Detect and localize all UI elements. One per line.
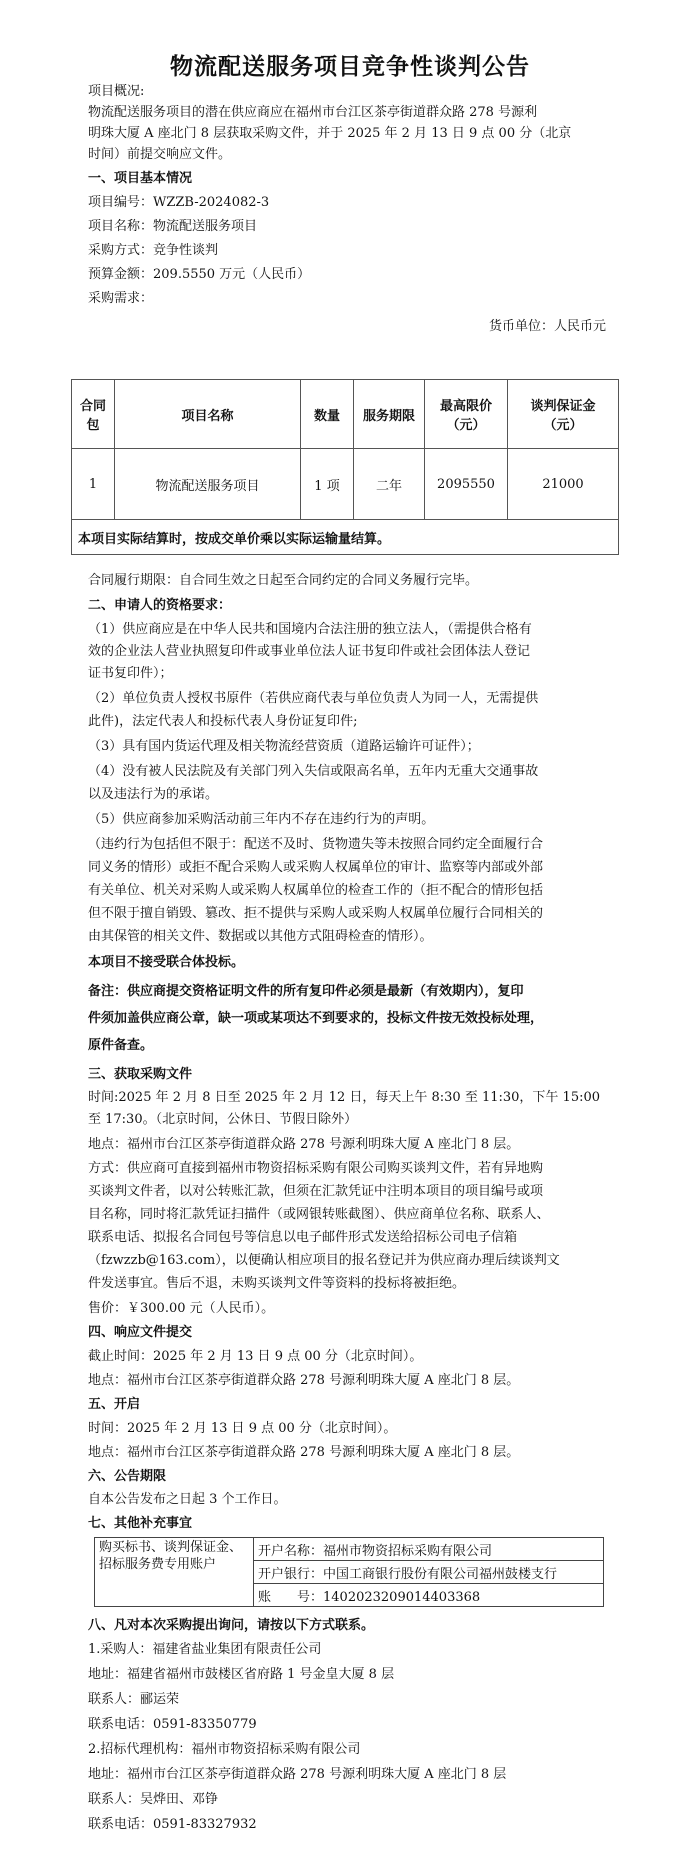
obtain-line: 买谈判文件者，以对公转账汇款，但须在汇款凭证中注明本项目的项目编号或项 bbox=[88, 1184, 544, 1199]
requirement-line: （1）供应商应是在中华人民共和国境内合法注册的独立法人，（需提供合格有 bbox=[88, 622, 532, 637]
table-header-cell: 数量 bbox=[301, 380, 354, 449]
header-deposit-line2: （元） bbox=[543, 418, 583, 433]
obtain-line: 时间:2025 年 2 月 8 日至 2025 年 2 月 12 日，每天上午 8:30 至 11:30，下午 15:00 bbox=[88, 1090, 601, 1105]
table-header-cell: 服务期限 bbox=[354, 380, 425, 449]
obtain-line: 目名称，同时将汇款凭证扫描件（或网银转账截图）、供应商单位名称、联系人、 bbox=[88, 1207, 550, 1222]
section6-heading: 六、公告期限 bbox=[88, 1469, 167, 1484]
requirement-line: 以及违法行为的承诺。 bbox=[88, 787, 219, 802]
account-row bbox=[95, 1538, 604, 1561]
budget-amount: 预算金额：209.5550 万元（人民币） bbox=[88, 267, 311, 282]
no-joint-bid: 本项目不接受联合体投标。 bbox=[88, 955, 245, 970]
obtain-line: 至 17:30。（北京时间，公休日、节假日除外） bbox=[88, 1112, 358, 1127]
table-note-row bbox=[72, 520, 619, 555]
requirement-line: 证书复印件）； bbox=[88, 666, 173, 681]
contact-line: 联系电话：0591-83350779 bbox=[88, 1717, 257, 1732]
account-table bbox=[94, 1537, 604, 1607]
table-cell: 物流配送服务项目 bbox=[115, 449, 301, 520]
contact-line: 联系电话：0591-83327932 bbox=[88, 1817, 257, 1832]
period-line: 自本公告发布之日起 3 个工作日。 bbox=[88, 1492, 287, 1507]
lot-table bbox=[71, 379, 619, 555]
obtain-line: 联系电话、拟报名合同包号等信息以电子邮件形式发送给招标公司电子信箱 bbox=[88, 1230, 518, 1245]
contact-line: 1.采购人：福建省盐业集团有限责任公司 bbox=[88, 1642, 322, 1657]
section1-heading: 一、项目基本情况 bbox=[88, 171, 193, 186]
table-cell: 1 bbox=[72, 449, 115, 520]
obtain-line: （fzwzzb@163.com），以便确认相应项目的报名登记并为供应商办理后续谈判文 bbox=[88, 1253, 560, 1268]
remark-line: 件须加盖供应商公章，缺一项或某项达不到要求的，投标文件按无效投标处理， bbox=[88, 1011, 544, 1026]
table-header-cell: 项目名称 bbox=[115, 380, 301, 449]
project-name: 项目名称：物流配送服务项目 bbox=[88, 219, 258, 234]
procurement-demand: 采购需求： bbox=[88, 291, 154, 306]
obtain-line: 地点：福州市台江区茶亭街道群众路 278 号源利明珠大厦 A 座北门 8 层。 bbox=[88, 1137, 520, 1152]
requirement-line: 此件)，法定代表人和投标代表人身份证复印件; bbox=[88, 714, 358, 729]
table-cell: 二年 bbox=[354, 449, 425, 520]
open-line: 时间：2025 年 2 月 13 日 9 点 00 分（北京时间）。 bbox=[88, 1421, 397, 1436]
procurement-method: 采购方式：竞争性谈判 bbox=[88, 243, 219, 258]
requirement-line: （2）单位负责人授权书原件（若供应商代表与单位负责人为同一人，无需提供 bbox=[88, 691, 539, 706]
header-max-price-line2: （元） bbox=[446, 418, 486, 433]
header-max-price-line1: 最高限价 bbox=[439, 399, 492, 414]
requirement-line: （5）供应商参加采购活动前三年内不存在违约行为的声明。 bbox=[88, 812, 435, 827]
account-name: 开户名称：福州市物资招标采购有限公司 bbox=[254, 1538, 604, 1561]
section4-heading: 四、响应文件提交 bbox=[88, 1325, 193, 1340]
account-label: 购买标书、谈判保证金、招标服务费专用账户 bbox=[95, 1538, 254, 1607]
account-bank: 开户银行：中国工商银行股份有限公司福州鼓楼支行 bbox=[254, 1561, 604, 1584]
account-number: 账 号：1402023209014403368 bbox=[254, 1584, 604, 1607]
requirement-line: （违约行为包括但不限于：配送不及时、货物遗失等未按照合同约定全面履行合 bbox=[88, 837, 544, 852]
submit-line: 地点：福州市台江区茶亭街道群众路 278 号源利明珠大厦 A 座北门 8 层。 bbox=[88, 1373, 520, 1388]
table-cell: 2095550 bbox=[425, 449, 508, 520]
table-header-cell bbox=[508, 380, 619, 449]
overview-line: 明珠大厦 A 座北门 8 层获取采购文件，并于 2025 年 2 月 13 日 9 点 00 分（北京 bbox=[88, 126, 572, 141]
section3-heading: 三、获取采购文件 bbox=[88, 1067, 193, 1082]
header-lot-line2: 包 bbox=[86, 418, 100, 433]
section5-heading: 五、开启 bbox=[88, 1397, 141, 1412]
contact-line: 地址：福建省福州市鼓楼区省府路 1 号金皇大厦 8 层 bbox=[88, 1667, 395, 1682]
table-header-cell bbox=[72, 380, 115, 449]
contact-line: 地址：福州市台江区茶亭街道群众路 278 号源利明珠大厦 A 座北门 8 层 bbox=[88, 1767, 507, 1782]
requirement-line: （3）具有国内货运代理及相关物流经营资质（道路运输许可证件）； bbox=[88, 739, 480, 754]
table-cell: 1 项 bbox=[301, 449, 354, 520]
requirement-line: （4）没有被人民法院及有关部门列入失信或限高名单，五年内无重大交通事故 bbox=[88, 764, 539, 779]
overview-line: 时间）前提交响应文件。 bbox=[88, 147, 232, 162]
contact-line: 联系人：吴烨田、邓铮 bbox=[88, 1792, 219, 1807]
remark-line: 原件备查。 bbox=[88, 1038, 154, 1053]
overview-label: 项目概况: bbox=[88, 84, 145, 99]
overview-line: 物流配送服务项目的潜在供应商应在福州市台江区茶亭街道群众路 278 号源利 bbox=[88, 105, 538, 120]
page-title: 物流配送服务项目竞争性谈判公告 bbox=[170, 54, 530, 80]
header-deposit-line1: 谈判保证金 bbox=[530, 399, 596, 414]
contract-period: 合同履行期限：自合同生效之日起至合同约定的合同义务履行完毕。 bbox=[88, 573, 479, 588]
section2-heading: 二、申请人的资格要求： bbox=[88, 598, 232, 613]
requirement-line: 由其保管的相关文件、数据或以其他方式阻碍检查的情形）。 bbox=[88, 929, 433, 944]
obtain-line: 售价：￥300.00 元（人民币）。 bbox=[88, 1301, 275, 1316]
header-lot-line1: 合同 bbox=[79, 399, 106, 414]
requirement-line: 有关单位、机关对采购人或采购人权属单位的检查工作的（拒不配合的情形包括 bbox=[88, 883, 544, 898]
requirement-line: 但不限于擅自销毁、篡改、拒不提供与采购人或采购人权属单位履行合同相关的 bbox=[88, 906, 544, 921]
open-line: 地点：福州市台江区茶亭街道群众路 278 号源利明珠大厦 A 座北门 8 层。 bbox=[88, 1445, 520, 1460]
section7-heading: 七、其他补充事宜 bbox=[88, 1516, 193, 1531]
contact-line: 2.招标代理机构：福州市物资招标采购有限公司 bbox=[88, 1742, 361, 1757]
requirement-line: 效的企业法人营业执照复印件或事业单位法人证书复印件或社会团体法人登记 bbox=[88, 644, 531, 659]
currency-unit: 货币单位：人民币元 bbox=[488, 319, 606, 334]
project-number: 项目编号：WZZB-2024082-3 bbox=[88, 195, 270, 210]
contact-line: 联系人：郦运荣 bbox=[88, 1692, 180, 1707]
requirement-line: 同义务的情形）或拒不配合采购人或采购人权属单位的审计、监察等内部或外部 bbox=[88, 860, 544, 875]
obtain-line: 方式：供应商可直接到福州市物资招标采购有限公司购买谈判文件，若有异地购 bbox=[88, 1161, 544, 1176]
table-row bbox=[72, 449, 619, 520]
section8-heading: 八、凡对本次采购提出询问，请按以下方式联系。 bbox=[88, 1618, 375, 1633]
remark-line: 备注：供应商提交资格证明文件的所有复印件必须是最新（有效期内），复印 bbox=[88, 984, 524, 999]
table-cell: 21000 bbox=[508, 449, 619, 520]
settlement-note: 本项目实际结算时，按成交单价乘以实际运输量结算。 bbox=[72, 520, 619, 555]
table-header-row bbox=[72, 380, 619, 449]
submit-line: 截止时间：2025 年 2 月 13 日 9 点 00 分（北京时间）。 bbox=[88, 1349, 423, 1364]
table-header-cell bbox=[425, 380, 508, 449]
obtain-line: 件发送事宜。售后不退，未购买谈判文件等资料的投标将被拒绝。 bbox=[88, 1276, 466, 1291]
